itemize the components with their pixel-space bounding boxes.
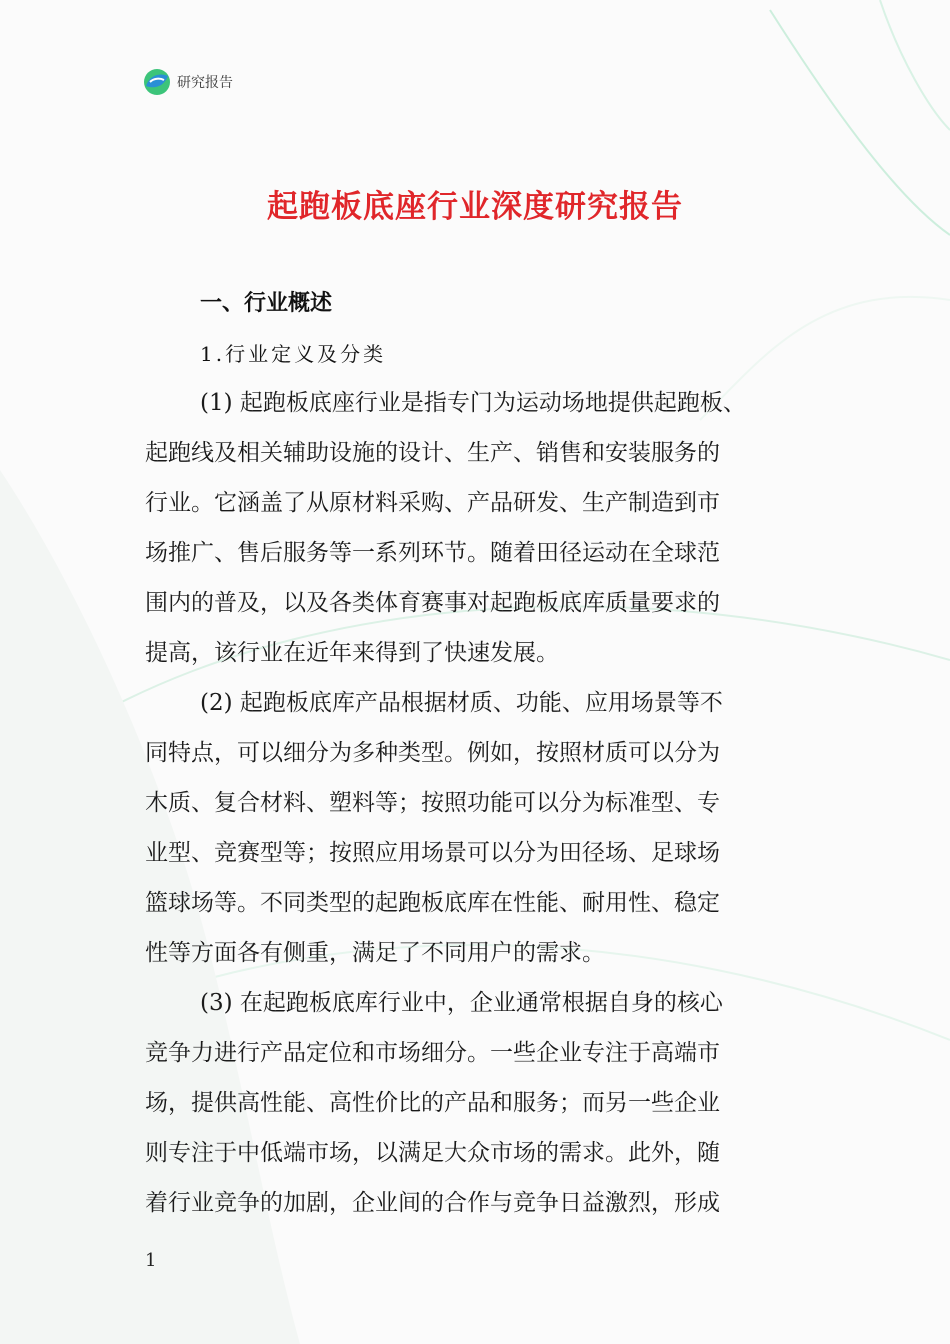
paragraph-line: 则专注于中低端市场，以满足大众市场的需求。此外，随 [145,1140,720,1166]
paragraph-line: 性等方面各有侧重，满足了不同用户的需求。 [145,940,605,966]
paragraph-line: 篮球场等。不同类型的起跑板底库在性能、耐用性、稳定 [145,890,720,916]
paragraph-line: 同特点，可以细分为多种类型。例如，按照材质可以分为 [145,740,720,766]
paragraph-line: (1) 起跑板底座行业是指专门为运动场地提供起跑板、 [200,390,746,416]
paragraph-line: 提高，该行业在近年来得到了快速发展。 [145,640,559,666]
paragraph-line: 着行业竞争的加剧，企业间的合作与竞争日益激烈，形成 [145,1190,720,1216]
sub-heading: 1.行业定义及分类 [200,342,387,366]
paragraph-line: (2) 起跑板底库产品根据材质、功能、应用场景等不 [200,690,723,716]
document-title: 起跑板底座行业深度研究报告 [267,189,683,225]
paragraph-line: 木质、复合材料、塑料等；按照功能可以分为标准型、专 [145,790,720,816]
paragraph-line: 行业。它涵盖了从原材料采购、产品研发、生产制造到市 [145,490,720,516]
green-blue-swirl-logo-icon [143,68,171,96]
paragraph-line: (3) 在起跑板底库行业中，企业通常根据自身的核心 [200,990,723,1016]
paragraph-line: 业型、竞赛型等；按照应用场景可以分为田径场、足球场 [145,840,720,866]
paragraph-line: 围内的普及，以及各类体育赛事对起跑板底库质量要求的 [145,590,720,616]
page-number: 1 [145,1250,157,1271]
paragraph-line: 场推广、售后服务等一系列环节。随着田径运动在全球范 [145,540,720,566]
header-label: 研究报告 [177,75,233,91]
section-heading: 一、行业概述 [200,291,333,316]
body-text [145,378,815,1228]
paragraph-line: 起跑线及相关辅助设施的设计、生产、销售和安装服务的 [145,440,720,466]
page-header [143,66,233,98]
paragraph-line: 场，提供高性能、高性价比的产品和服务；而另一些企业 [145,1090,720,1116]
paragraph-line: 竞争力进行产品定位和市场细分。一些企业专注于高端市 [145,1040,720,1066]
